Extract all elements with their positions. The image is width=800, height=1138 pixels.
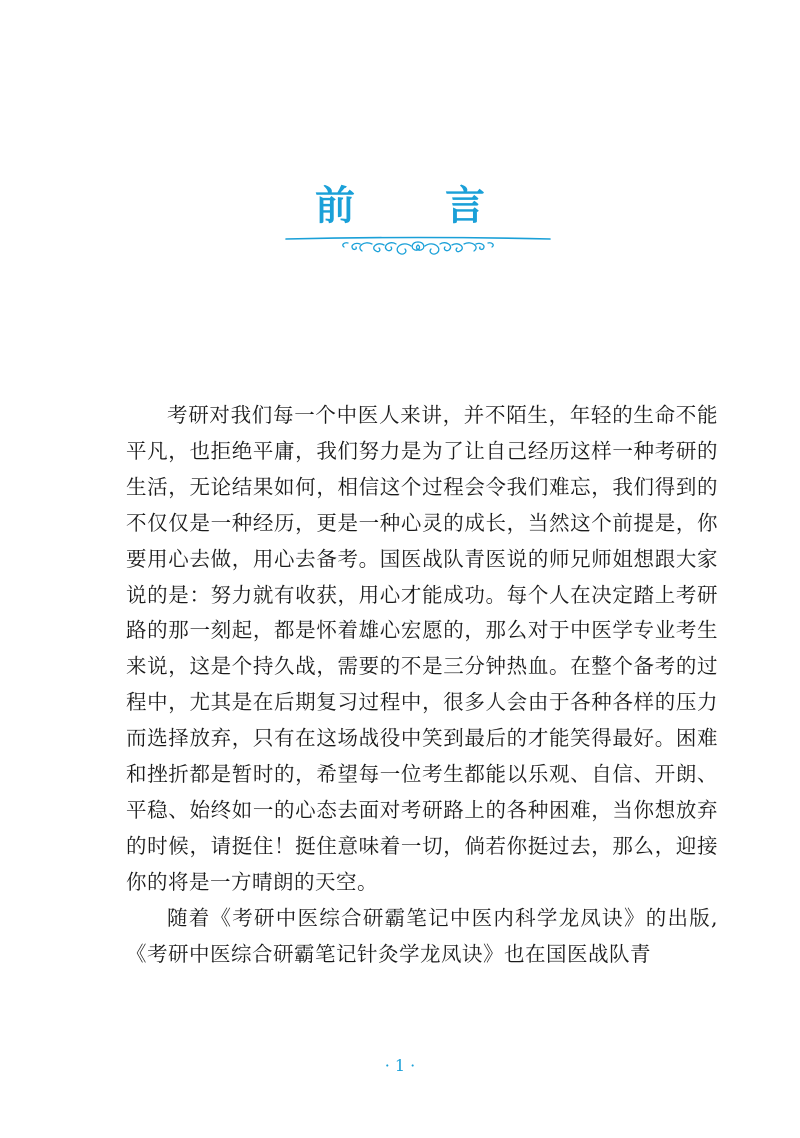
flourish-divider-icon [284, 230, 552, 256]
page-number: · 1 · [384, 1056, 416, 1075]
paragraph-1: 考研对我们每一个中医人来讲，并不陌生，年轻的生命不能平凡，也拒绝平庸，我们努力是为了让自己经历这样一种考研的生活，无论结果如何，相信这个过程会令我们难忘，我们得到的不仅仅是一种经历，更是一种心灵的成长，当然这个前提是，你要用心去做，用心去备考。国医战队青医说的师兄师姐想跟大家说的是：努力就有收获，用心才能成功。每个人在决定踏上考研路的那一刻起，都是怀着雄心宏愿的，那么对于中医学专业考生来说，这是个持久战，需要的不是三分钟热血。在整个备考的过程中，尤其是在后期复习过程中，很多人会由于各种各样的压力而选择放弃，只有在这场战役中笑到最后的才能笑得最好。困难和挫折都是暂时的，希望每一位考生都能以乐观、自信、开朗、平稳、始终如一的心态去面对考研路上的各种困难，当你想放弃的时候，请挺住！挺住意味着一切，倘若你挺过去，那么，迎接你的将是一方晴朗的天空。 [126, 403, 718, 894]
preface-body [126, 398, 718, 973]
paragraph-2: 随着《考研中医综合研霸笔记中医内科学龙凤诀》的出版,《考研中医综合研霸笔记针灸学龙凤诀》也在国医战队青 [126, 905, 718, 966]
page-title: 前 言 [315, 182, 523, 229]
